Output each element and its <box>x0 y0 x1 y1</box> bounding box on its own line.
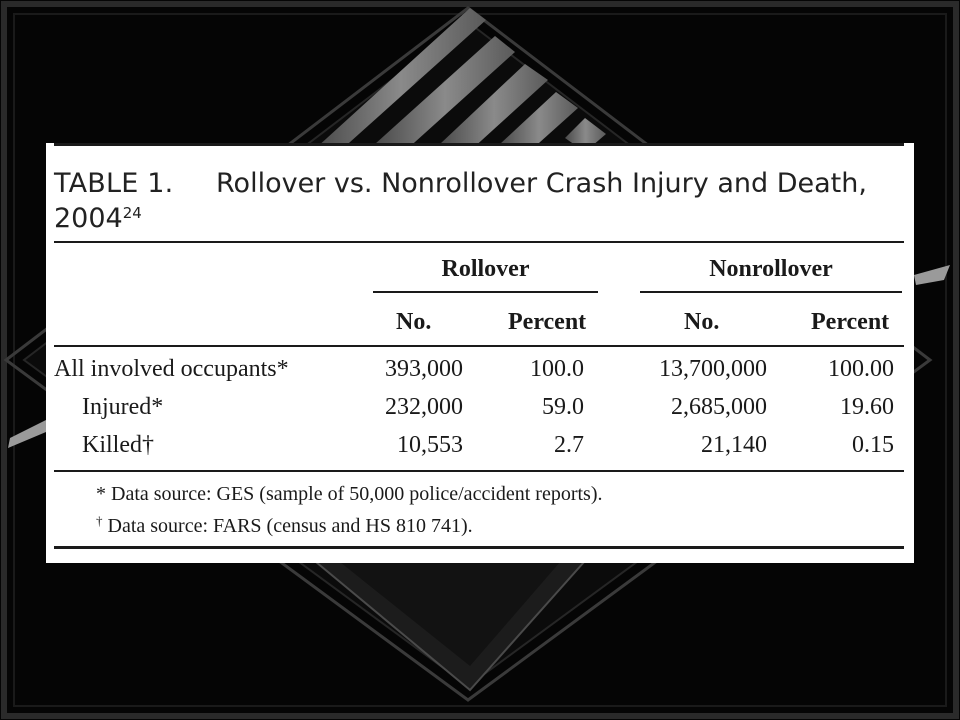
cell-killed-rollover-no: 10,553 <box>397 432 463 458</box>
cell-injured-nonrollover-no: 2,685,000 <box>671 394 767 420</box>
footnote-fars-text: Data source: FARS (census and HS 810 741). <box>107 515 473 537</box>
table-card <box>46 143 914 563</box>
cell-killed-nonrollover-no: 21,140 <box>701 432 767 458</box>
cell-injured-rollover-no: 232,000 <box>385 394 463 420</box>
nonrollover-underline <box>640 291 902 293</box>
group-rollover: Rollover <box>441 256 530 282</box>
cell-injured-nonrollover-percent: 19.60 <box>840 394 894 420</box>
cell-all-nonrollover-percent: 100.00 <box>828 356 894 382</box>
right-arrow-accent <box>914 265 950 285</box>
footnote-fars <box>96 513 473 538</box>
header-rollover-percent: Percent <box>508 309 587 335</box>
cell-all-rollover-no: 393,000 <box>385 356 463 382</box>
table-year <box>54 203 142 234</box>
header-rollover-no: No. <box>396 309 432 335</box>
header-nonrollover-no: No. <box>684 309 720 335</box>
subheader-rule <box>54 345 904 347</box>
cell-killed-rollover-percent: 2.7 <box>554 432 584 458</box>
top-rule <box>54 143 904 146</box>
footnote-marker-asterisk: * <box>96 483 106 505</box>
year-text: 2004 <box>54 203 123 234</box>
row-label-all: All involved occupants* <box>54 356 289 382</box>
footnote-ges <box>96 483 603 506</box>
reference-number: 24 <box>122 204 142 222</box>
row-label-killed: Killed† <box>82 432 154 458</box>
table-title: Rollover vs. Nonrollover Crash Injury and Death, <box>216 168 867 199</box>
body-bottom-rule <box>54 470 904 472</box>
footnote-ges-text: Data source: GES (sample of 50,000 police/accident reports). <box>111 483 603 505</box>
rollover-underline <box>373 291 598 293</box>
group-nonrollover: Nonrollover <box>709 256 833 282</box>
row-label-injured: Injured* <box>82 394 164 420</box>
bottom-rule <box>54 546 904 549</box>
header-rule <box>54 241 904 243</box>
cell-all-rollover-percent: 100.0 <box>530 356 584 382</box>
header-nonrollover-percent: Percent <box>811 309 890 335</box>
table-label: TABLE 1. <box>54 168 174 199</box>
cell-all-nonrollover-no: 13,700,000 <box>659 356 767 382</box>
cell-killed-nonrollover-percent: 0.15 <box>852 432 894 458</box>
cell-injured-rollover-percent: 59.0 <box>542 394 584 420</box>
footnote-marker-dagger: † <box>96 513 103 528</box>
